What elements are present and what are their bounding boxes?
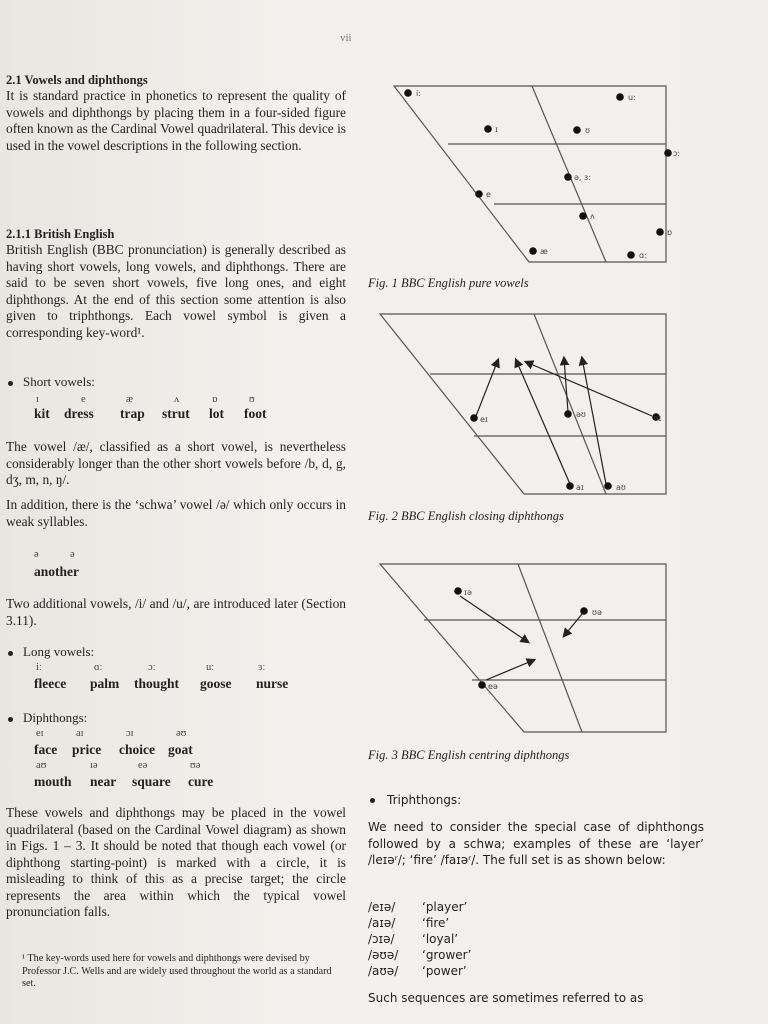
bullet-diphthongs: Diphthongs: bbox=[8, 710, 87, 726]
diph-label-au: aʊ bbox=[616, 483, 626, 492]
triphthong-row-1: /eɪə/ ‘player’ bbox=[368, 900, 468, 914]
diph-label-ea: eə bbox=[488, 682, 498, 691]
diph-label-ou: əʊ bbox=[576, 410, 586, 419]
long-symbol-5: ɜː bbox=[258, 662, 266, 673]
vowel-label-O: ɔː bbox=[673, 149, 681, 158]
long-word-5: nurse bbox=[256, 676, 289, 691]
quad-line-central bbox=[534, 314, 606, 494]
vowel-label-A: ʌ bbox=[590, 212, 595, 221]
diph-symbol-3: ɔɪ bbox=[126, 728, 134, 739]
section-heading-2-1-1: 2.1.1 British English bbox=[6, 227, 115, 241]
vowel-label-I: ɪ bbox=[495, 125, 498, 134]
diph-symbol-1: eɪ bbox=[36, 728, 44, 739]
short-symbol-6: ʊ bbox=[249, 394, 255, 405]
paragraph-figures: These vowels and diphthongs may be placed in the vowel quadrilateral (based on the Cardinal Vowel diagram) as shown in Figs. 1 – 3. It should be noted that though each vowel (or diphthong starting-point) is marked with a circle, it is misleading to think of this as a precise target; the circle represents the area within which the typical vowel pronunciation falls. bbox=[6, 805, 346, 919]
vowel-label-a: ɑː bbox=[639, 251, 647, 260]
vowel-label-D: ɒ bbox=[667, 228, 673, 237]
figure-3-caption: Fig. 3 BBC English centring diphthongs bbox=[368, 748, 570, 762]
footnote: ¹ The key-words used here for vowels and diphthongs were devised by Professor J.C. Wells and are widely used throughout the world as a standard set. bbox=[22, 953, 332, 989]
diph-label-ai: aɪ bbox=[576, 483, 584, 492]
arrow-ua bbox=[564, 614, 582, 636]
paragraph-additional-vowels: Two additional vowels, /i/ and /u/, are introduced later (Section 3.11). bbox=[6, 596, 346, 628]
vowel-label-U: ʊ bbox=[585, 126, 590, 135]
vowel-dot-U bbox=[573, 126, 581, 134]
diph-symbol-2: aɪ bbox=[76, 728, 84, 739]
vowel-dot-O bbox=[664, 149, 672, 157]
vowel-label-u: uː bbox=[628, 93, 636, 102]
arrow-ai bbox=[516, 360, 570, 484]
vowel-dot-u bbox=[616, 93, 624, 101]
short-symbol-4: ʌ bbox=[174, 394, 180, 405]
diph-dot-ou bbox=[564, 410, 572, 418]
arrow-ei bbox=[476, 360, 498, 416]
figure-2-caption: Fig. 2 BBC English closing diphthongs bbox=[368, 509, 564, 523]
triphthong-row-5: /aʊə/ ‘power’ bbox=[368, 964, 467, 978]
vowel-dot-D bbox=[656, 228, 664, 236]
page-number: vii bbox=[340, 32, 352, 44]
figure-3-quadrilateral bbox=[374, 558, 674, 738]
diph-dot-ia bbox=[454, 587, 462, 595]
vowel-label-i: iː bbox=[416, 89, 421, 98]
diph-word-5: mouth bbox=[34, 774, 72, 789]
diph-label-ua: ʊə bbox=[592, 608, 602, 617]
section-heading-2-1: 2.1 Vowels and diphthongs bbox=[6, 73, 148, 87]
long-word-2: palm bbox=[90, 676, 120, 691]
quad-line-central bbox=[518, 564, 582, 732]
short-symbol-3: æ bbox=[126, 394, 134, 405]
vowel-dot-A bbox=[579, 212, 587, 220]
paragraph-schwa: In addition, there is the ‘schwa’ vowel /ə/ which only occurs in weak syllables. bbox=[6, 497, 346, 529]
long-symbol-3: ɔː bbox=[148, 662, 156, 673]
vowel-label-e: e bbox=[486, 190, 491, 199]
arrow-ia bbox=[460, 596, 528, 642]
diph-dot-ai bbox=[566, 482, 574, 490]
paragraph-ae: The vowel /æ/, classified as a short vowel, is nevertheless considerably longer than the other short vowels before /b, d, g, dʒ, m, n, ŋ/. bbox=[6, 439, 346, 487]
bullet-short-vowels: Short vowels: bbox=[8, 374, 95, 390]
vowel-dot-I bbox=[484, 125, 492, 133]
another-symbol-2: ə bbox=[70, 549, 75, 560]
diph-dot-ua bbox=[580, 607, 588, 615]
diph-label-oi: ɔɪ bbox=[654, 414, 662, 423]
bullet-dot bbox=[8, 381, 13, 386]
arrow-ou bbox=[564, 358, 568, 412]
diph-symbol-7: eə bbox=[138, 760, 148, 771]
paragraph-trailing: Such sequences are sometimes referred to as bbox=[368, 991, 644, 1005]
triphthong-row-3: /ɔɪə/ ‘loyal’ bbox=[368, 932, 459, 946]
vowel-dot-ae bbox=[529, 247, 537, 255]
short-word-3: trap bbox=[120, 406, 145, 421]
paragraph-intro: It is standard practice in phonetics to represent the quality of vowels and diphthongs by placing them in a four-sided figure often known as the Cardinal Vowel quadrilateral. This device is used in the vowel descriptions in the following section. bbox=[6, 88, 346, 153]
long-word-3: thought bbox=[134, 676, 180, 691]
vowel-dot-e bbox=[475, 190, 483, 198]
another-word: another bbox=[34, 564, 79, 579]
triphthong-row-2: /aɪə/ ‘fire’ bbox=[368, 916, 450, 930]
diph-word-7: square bbox=[132, 774, 171, 789]
bullet-dot bbox=[370, 798, 375, 803]
long-symbol-4: uː bbox=[206, 662, 215, 673]
arrow-oi bbox=[526, 362, 652, 416]
figure-2-quadrilateral bbox=[374, 308, 674, 498]
diph-label-ia: ɪə bbox=[464, 588, 472, 597]
short-word-4: strut bbox=[162, 406, 190, 421]
another-symbol-1: ə bbox=[34, 549, 39, 560]
diph-symbol-8: ʊə bbox=[190, 760, 201, 771]
short-word-2: dress bbox=[64, 406, 94, 421]
diph-dot-au bbox=[604, 482, 612, 490]
long-symbol-2: ɑː bbox=[94, 662, 103, 673]
bullet-dot bbox=[8, 651, 13, 656]
quad-outline bbox=[380, 564, 666, 732]
triphthong-row-4: /əʊə/ ‘grower’ bbox=[368, 948, 472, 962]
figure-1-caption: Fig. 1 BBC English pure vowels bbox=[368, 276, 529, 290]
bullet-triphthongs: Triphthongs: bbox=[370, 793, 461, 807]
long-word-4: goose bbox=[200, 676, 232, 691]
diph-word-8: cure bbox=[188, 774, 214, 789]
short-word-1: kit bbox=[34, 406, 50, 421]
bullet-dot bbox=[8, 717, 13, 722]
paragraph-british-english: British English (BBC pronunciation) is generally described as having short vowels, long vowels, and diphthongs. There are said to be seven short vowels, five long ones, and eight diphthongs. At the end of this section some attention is also given to triphthongs. Each vowel symbol is given a corresponding key-word¹. bbox=[6, 242, 346, 340]
short-word-6: foot bbox=[244, 406, 267, 421]
arrow-ea bbox=[486, 660, 534, 680]
diph-symbol-6: ɪə bbox=[90, 760, 98, 771]
diph-word-2: price bbox=[72, 742, 102, 757]
vowel-dot-o3 bbox=[564, 173, 572, 181]
diph-word-6: near bbox=[90, 774, 117, 789]
short-symbol-5: ɒ bbox=[212, 394, 218, 405]
diph-dot-ei bbox=[470, 414, 478, 422]
long-word-1: fleece bbox=[34, 676, 67, 691]
diph-word-3: choice bbox=[119, 742, 155, 757]
paragraph-triphthongs: We need to consider the special case of diphthongs followed by a schwa; examples of these are ‘layer’ /leɪəʳ/; ‘fire’ /faɪəʳ/. The full set is as shown below: bbox=[368, 820, 704, 867]
bullet-long-vowels: Long vowels: bbox=[8, 644, 94, 660]
diph-symbol-4: əʊ bbox=[176, 728, 187, 739]
short-symbol-1: ɪ bbox=[36, 394, 39, 405]
vowel-dot-i bbox=[404, 89, 412, 97]
diph-label-ei: eɪ bbox=[480, 415, 488, 424]
diph-dot-ea bbox=[478, 681, 486, 689]
diph-word-4: goat bbox=[168, 742, 193, 757]
vowel-dot-a bbox=[627, 251, 635, 259]
diph-symbol-5: aʊ bbox=[36, 760, 47, 771]
short-word-5: lot bbox=[209, 406, 224, 421]
quad-outline bbox=[394, 86, 666, 262]
vowel-label-o3: ə, ɜː bbox=[574, 173, 591, 182]
long-symbol-1: iː bbox=[36, 662, 42, 673]
figure-1-quadrilateral bbox=[384, 76, 684, 266]
diph-word-1: face bbox=[34, 742, 58, 757]
short-symbol-2: e bbox=[81, 394, 86, 405]
vowel-label-ae: æ bbox=[540, 247, 548, 256]
